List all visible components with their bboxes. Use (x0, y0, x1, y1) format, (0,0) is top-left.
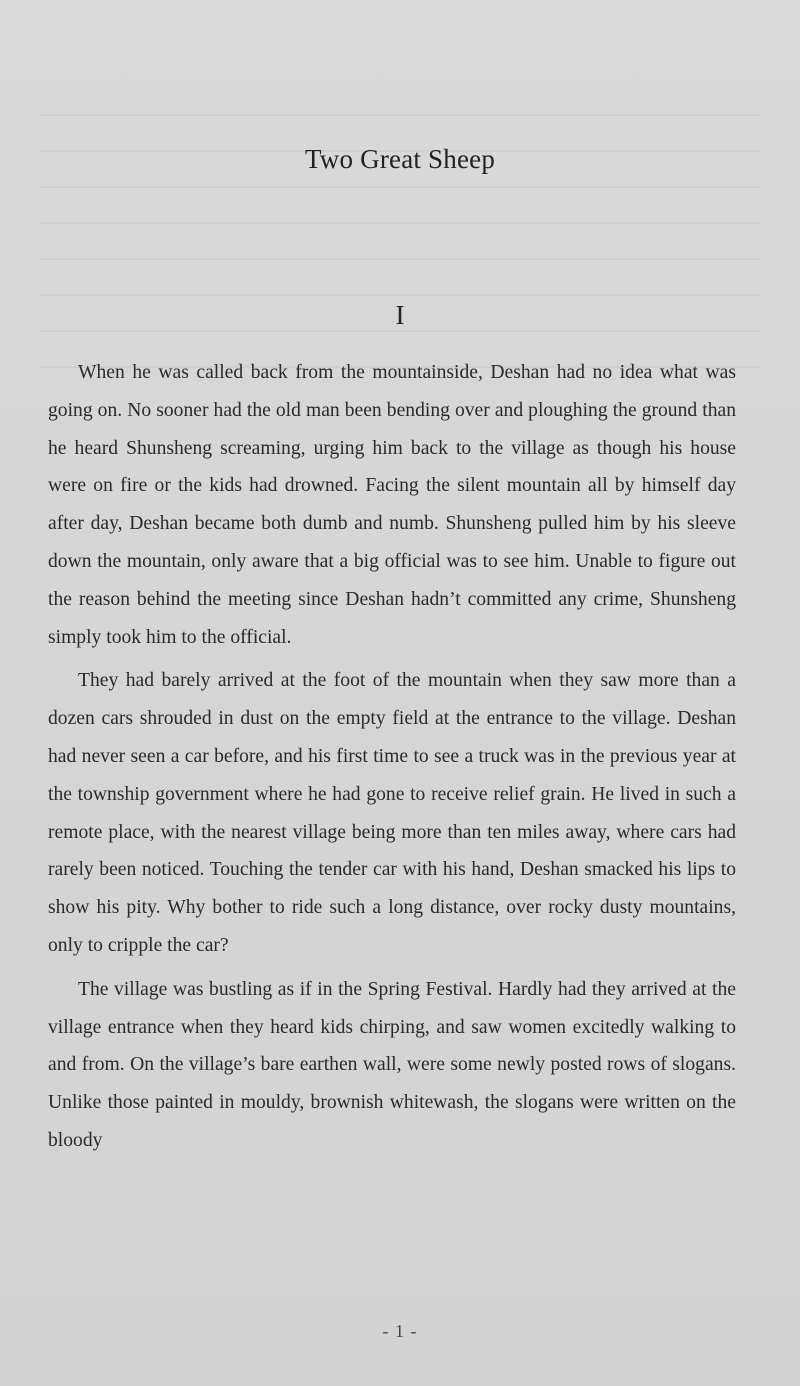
bleed-through-texture (40, 80, 760, 380)
chapter-title: Two Great Sheep (304, 144, 496, 174)
page-number: - 1 - (382, 1321, 418, 1341)
paragraph: They had barely arrived at the foot of the mountain when they saw more than a dozen cars shrouded in dust on the empty field at the entrance to the village. Deshan had never seen a car before, and his first time to see a truck was in the previous year at the township government where he had gone to receive relief grain. He lived in such a remote place, with the nearest village being more than ten miles away, where cars had rarely been noticed. Touching the tender car with his hand, Deshan smacked his lips to show his pity. Why bother to ride such a long distance, over rocky dusty mountains, only to cripple the car? (48, 670, 736, 956)
paragraph: When he was called back from the mountainside, Deshan had no idea what was going on. No sooner had the old man been bending over and ploughing the ground than he heard Shunsheng screaming, urging him back to the village as though his house were on fire or the kids had drowned. Facing the silent mountain all by himself day after day, Deshan became both dumb and numb. Shunsheng pulled him by his sleeve down the mountain, only aware that a big official was to see him. Unable to figure out the reason behind the meeting since Deshan hadn’t committed any crime, Shunsheng simply took him to the official. (48, 362, 736, 648)
paragraph: The village was bustling as if in the Spring Festival. Hardly had they arrived at the village entrance when they heard kids chirping, and saw women excitedly walking to and from. On the village’s bare earthen wall, were some newly posted rows of slogans. Unlike those painted in mouldy, brownish whitewash, the slogans were written on the bloody (48, 978, 736, 1151)
section-numeral: I (395, 300, 405, 330)
body-text (48, 354, 736, 1166)
